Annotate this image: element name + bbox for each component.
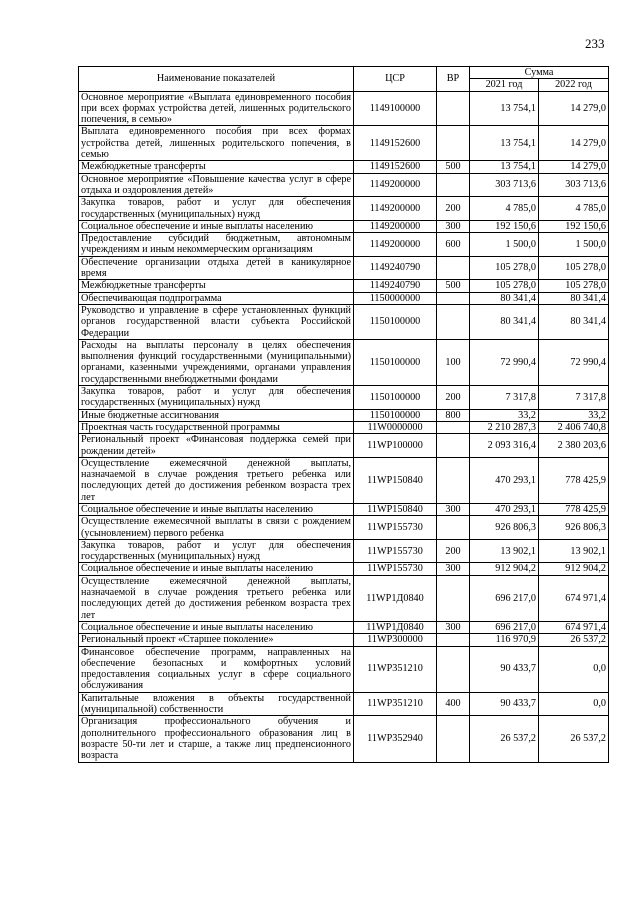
table-row [79, 339, 609, 385]
table-row [79, 173, 609, 197]
row-vr: 300 [437, 563, 470, 575]
row-amount-2022: 0,0 [539, 692, 609, 716]
row-csr: 11WP150840 [354, 457, 437, 503]
row-amount-2021: 192 150,6 [470, 220, 539, 232]
row-csr: 11W0000000 [354, 421, 437, 433]
row-name: Закупка товаров, работ и услуг для обеспечения государственных (муниципальных) нужд [79, 197, 354, 221]
row-amount-2022: 14 279,0 [539, 91, 609, 126]
row-csr: 1150100000 [354, 386, 437, 410]
row-csr: 11WP155730 [354, 539, 437, 563]
row-vr [437, 126, 470, 161]
table-row [79, 197, 609, 221]
row-amount-2022: 2 380 203,6 [539, 434, 609, 458]
table-row [79, 91, 609, 126]
row-name: Основное мероприятие «Повышение качества услуг в сфере отдыха и оздоровления детей» [79, 173, 354, 197]
row-amount-2022: 33,2 [539, 409, 609, 421]
row-amount-2021: 13 754,1 [470, 161, 539, 173]
row-name: Осуществление ежемесячной денежной выплаты, назначаемой в случае рождения третьего ребенка или последующих детей до достижения ребенком возраста трех лет [79, 457, 354, 503]
table-row [79, 563, 609, 575]
row-csr: 1150100000 [354, 304, 437, 339]
row-name: Социальное обеспечение и иные выплаты населению [79, 563, 354, 575]
table-row [79, 256, 609, 280]
row-amount-2022: 105 278,0 [539, 256, 609, 280]
table-row [79, 503, 609, 515]
row-csr: 1150000000 [354, 292, 437, 304]
row-amount-2021: 4 785,0 [470, 197, 539, 221]
header-csr: ЦСР [354, 67, 437, 92]
row-csr: 1149100000 [354, 91, 437, 126]
row-vr: 400 [437, 692, 470, 716]
row-name: Иные бюджетные ассигнования [79, 409, 354, 421]
table-row [79, 304, 609, 339]
row-vr: 500 [437, 161, 470, 173]
row-amount-2021: 470 293,1 [470, 503, 539, 515]
row-amount-2021: 7 317,8 [470, 386, 539, 410]
table-row [79, 434, 609, 458]
row-amount-2022: 14 279,0 [539, 126, 609, 161]
row-name: Осуществление ежемесячной выплаты в связи с рождением (усыновлением) первого ребенка [79, 516, 354, 540]
row-csr: 11WP351210 [354, 646, 437, 692]
row-name: Капитальные вложения в объекты государственной (муниципальной) собственности [79, 692, 354, 716]
row-vr [437, 634, 470, 646]
row-csr: 11WP100000 [354, 434, 437, 458]
row-amount-2021: 926 806,3 [470, 516, 539, 540]
row-amount-2022: 26 537,2 [539, 634, 609, 646]
budget-table [78, 66, 609, 763]
row-amount-2022: 7 317,8 [539, 386, 609, 410]
row-name: Закупка товаров, работ и услуг для обеспечения государственных (муниципальных) нужд [79, 386, 354, 410]
row-csr: 11WP1Д0840 [354, 621, 437, 633]
table-row [79, 716, 609, 762]
row-amount-2022: 0,0 [539, 646, 609, 692]
header-year-2022: 2022 год [539, 79, 609, 91]
row-vr: 300 [437, 503, 470, 515]
row-amount-2022: 674 971,4 [539, 575, 609, 621]
row-vr [437, 434, 470, 458]
row-amount-2022: 72 990,4 [539, 339, 609, 385]
table-row [79, 220, 609, 232]
row-name: Организация профессионального обучения и дополнительного профессионального образования лиц в возрасте 50-ти лет и старше, а также лиц предпенсионного возраста [79, 716, 354, 762]
row-amount-2022: 303 713,6 [539, 173, 609, 197]
row-name: Проектная часть государственной программы [79, 421, 354, 433]
row-vr [437, 91, 470, 126]
row-csr: 1149152600 [354, 161, 437, 173]
row-amount-2022: 14 279,0 [539, 161, 609, 173]
row-vr: 200 [437, 386, 470, 410]
table-row [79, 539, 609, 563]
row-amount-2022: 778 425,9 [539, 457, 609, 503]
row-amount-2021: 1 500,0 [470, 233, 539, 257]
row-name: Межбюджетные трансферты [79, 161, 354, 173]
row-amount-2021: 2 093 316,4 [470, 434, 539, 458]
table-row [79, 161, 609, 173]
row-amount-2021: 470 293,1 [470, 457, 539, 503]
header-vr: ВР [437, 67, 470, 92]
row-vr: 300 [437, 621, 470, 633]
row-vr [437, 457, 470, 503]
row-csr: 1149200000 [354, 220, 437, 232]
row-amount-2021: 72 990,4 [470, 339, 539, 385]
row-name: Выплата единовременного пособия при всех формах устройства детей, лишенных родительского попечения, в семью [79, 126, 354, 161]
row-amount-2021: 303 713,6 [470, 173, 539, 197]
row-amount-2021: 26 537,2 [470, 716, 539, 762]
row-vr: 600 [437, 233, 470, 257]
row-name: Социальное обеспечение и иные выплаты населению [79, 503, 354, 515]
row-name: Финансовое обеспечение программ, направленных на обеспечение безопасных и комфортных условий предоставления социальных услуг в сфере социального обслуживания [79, 646, 354, 692]
row-amount-2022: 926 806,3 [539, 516, 609, 540]
table-row [79, 646, 609, 692]
row-vr: 800 [437, 409, 470, 421]
row-name: Региональный проект «Финансовая поддержка семей при рождении детей» [79, 434, 354, 458]
row-csr: 11WP351210 [354, 692, 437, 716]
row-csr: 1149240790 [354, 256, 437, 280]
row-amount-2022: 674 971,4 [539, 621, 609, 633]
row-amount-2022: 80 341,4 [539, 292, 609, 304]
row-csr: 11WP155730 [354, 516, 437, 540]
table-row [79, 575, 609, 621]
row-amount-2021: 90 433,7 [470, 646, 539, 692]
row-csr: 1149152600 [354, 126, 437, 161]
row-amount-2021: 33,2 [470, 409, 539, 421]
table-row [79, 621, 609, 633]
row-amount-2021: 696 217,0 [470, 621, 539, 633]
row-vr [437, 292, 470, 304]
row-amount-2021: 2 210 287,3 [470, 421, 539, 433]
row-vr [437, 421, 470, 433]
table-row [79, 280, 609, 292]
row-amount-2022: 26 537,2 [539, 716, 609, 762]
row-name: Расходы на выплаты персоналу в целях обеспечения выполнения функций государственными (муниципальными) органами, казенными учреждениями, органами управления государственными внебюджетными фондами [79, 339, 354, 385]
row-amount-2022: 13 902,1 [539, 539, 609, 563]
row-csr: 11WP150840 [354, 503, 437, 515]
table-row [79, 126, 609, 161]
row-amount-2022: 80 341,4 [539, 304, 609, 339]
table-row [79, 634, 609, 646]
row-vr: 500 [437, 280, 470, 292]
row-amount-2021: 696 217,0 [470, 575, 539, 621]
row-name: Межбюджетные трансферты [79, 280, 354, 292]
row-name: Руководство и управление в сфере установленных функций органов государственной власти субъекта Российской Федерации [79, 304, 354, 339]
table-row [79, 386, 609, 410]
row-vr [437, 256, 470, 280]
table-row [79, 233, 609, 257]
row-amount-2021: 13 754,1 [470, 91, 539, 126]
row-vr: 200 [437, 539, 470, 563]
row-vr [437, 575, 470, 621]
row-name: Основное мероприятие «Выплата единовременного пособия при всех формах устройства детей, лишенных родительского попечения, в семью» [79, 91, 354, 126]
row-name: Предоставление субсидий бюджетным, автономным учреждениям и иным некоммерческим организациям [79, 233, 354, 257]
row-amount-2021: 13 754,1 [470, 126, 539, 161]
row-name: Социальное обеспечение и иные выплаты населению [79, 220, 354, 232]
row-csr: 1149200000 [354, 197, 437, 221]
row-csr: 1150100000 [354, 339, 437, 385]
table-row [79, 409, 609, 421]
row-vr [437, 646, 470, 692]
row-amount-2021: 912 904,2 [470, 563, 539, 575]
row-name: Социальное обеспечение и иные выплаты населению [79, 621, 354, 633]
table-row [79, 457, 609, 503]
row-amount-2022: 105 278,0 [539, 280, 609, 292]
row-name: Обеспечивающая подпрограмма [79, 292, 354, 304]
table-row [79, 516, 609, 540]
row-amount-2021: 105 278,0 [470, 280, 539, 292]
table-row [79, 692, 609, 716]
row-name: Закупка товаров, работ и услуг для обеспечения государственных (муниципальных) нужд [79, 539, 354, 563]
row-name: Обеспечение организации отдыха детей в каникулярное время [79, 256, 354, 280]
page-number: 233 [585, 36, 605, 51]
row-amount-2022: 192 150,6 [539, 220, 609, 232]
row-csr: 1150100000 [354, 409, 437, 421]
row-csr: 11WP352940 [354, 716, 437, 762]
row-amount-2021: 116 970,9 [470, 634, 539, 646]
header-name: Наименование показателей [79, 67, 354, 92]
table-row [79, 421, 609, 433]
header-year-2021: 2021 год [470, 79, 539, 91]
row-amount-2021: 105 278,0 [470, 256, 539, 280]
row-vr: 100 [437, 339, 470, 385]
row-vr: 200 [437, 197, 470, 221]
row-amount-2022: 1 500,0 [539, 233, 609, 257]
row-csr: 1149200000 [354, 233, 437, 257]
row-vr [437, 304, 470, 339]
row-csr: 1149240790 [354, 280, 437, 292]
row-vr [437, 173, 470, 197]
header-sum: Сумма [470, 67, 609, 79]
row-amount-2022: 2 406 740,8 [539, 421, 609, 433]
row-amount-2021: 80 341,4 [470, 304, 539, 339]
row-name: Региональный проект «Старшее поколение» [79, 634, 354, 646]
row-vr: 300 [437, 220, 470, 232]
row-amount-2022: 778 425,9 [539, 503, 609, 515]
row-amount-2021: 13 902,1 [470, 539, 539, 563]
row-amount-2022: 912 904,2 [539, 563, 609, 575]
row-csr: 11WP1Д0840 [354, 575, 437, 621]
row-csr: 1149200000 [354, 173, 437, 197]
row-amount-2021: 80 341,4 [470, 292, 539, 304]
row-name: Осуществление ежемесячной денежной выплаты, назначаемой в случае рождения третьего ребенка или последующих детей до достижения ребенком возраста трех лет [79, 575, 354, 621]
row-vr [437, 516, 470, 540]
row-amount-2021: 90 433,7 [470, 692, 539, 716]
row-vr [437, 716, 470, 762]
row-csr: 11WP300000 [354, 634, 437, 646]
row-csr: 11WP155730 [354, 563, 437, 575]
table-row [79, 292, 609, 304]
row-amount-2022: 4 785,0 [539, 197, 609, 221]
